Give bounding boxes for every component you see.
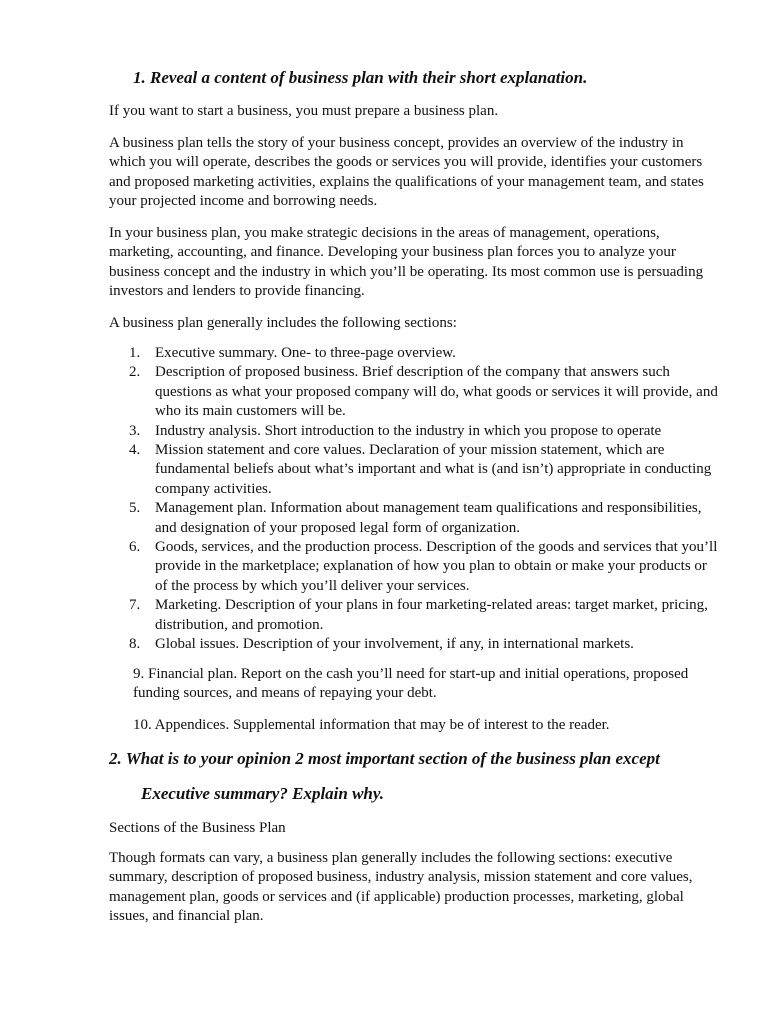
list-item-text: Marketing. Description of your plans in four marketing-related areas: target market, pricing, distribution, and promotion. (155, 597, 708, 633)
list-item-text: Description of proposed business. Brief description of the company that answers such questions as what your proposed company will do, what goods or services it will provide, and who its main customers will be. (155, 364, 718, 420)
list-item-text: Mission statement and core values. Declaration of your mission statement, which are fundamental beliefs about what’s important and what is (and isn’t) appropriate in conducting company activities. (155, 442, 712, 497)
list-item (109, 635, 721, 654)
list-item-number: 1. (129, 345, 141, 361)
question-2-heading: 2. What is to your opinion 2 most important section of the business plan except (109, 749, 660, 768)
sections-title: Sections of the Business Plan (109, 820, 286, 836)
list-item-text: Industry analysis. Short introduction to the industry in which you propose to operate (155, 422, 662, 439)
list-item (109, 441, 721, 499)
question-2-heading-continued: Executive summary? Explain why. (141, 784, 385, 803)
list-item (109, 596, 721, 635)
list-item-number: 5. (129, 500, 141, 517)
list-item (109, 499, 721, 538)
list-item (109, 363, 721, 421)
list-item-number: 3. (129, 422, 141, 439)
intro-paragraph: If you want to start a business, you must prepare a business plan. (109, 103, 499, 119)
financial-plan-item: 9. Financial plan. Report on the cash you’ll need for start-up and initial operations, proposed funding sources, and means of repaying your debt. (133, 666, 689, 702)
list-item (109, 538, 721, 596)
list-item-text: Executive summary. One- to three-page overview. (155, 345, 456, 361)
list-item-text: Management plan. Information about management team qualifications and responsibilities, and designation of your proposed legal form of organization. (155, 500, 702, 536)
list-item-number: 4. (129, 442, 141, 459)
list-item (109, 422, 721, 441)
business-plan-story-paragraph: A business plan tells the story of your business concept, provides an overview of the industry in which you will operate, describes the goods or services you will provide, identifies your customers and proposed marketing activities, explains the qualifications of your management team, and states your projected income and borrowing needs. (109, 135, 704, 210)
question-1-heading: 1. Reveal a content of business plan with their short explanation. (133, 68, 588, 87)
list-item-text: Global issues. Description of your involvement, if any, in international markets. (155, 636, 634, 653)
list-item (109, 344, 721, 363)
appendices-item: 10. Appendices. Supplemental information that may be of interest to the reader. (133, 717, 610, 733)
list-item-number: 6. (129, 539, 141, 556)
sections-summary-paragraph: Though formats can vary, a business plan generally includes the following sections: executive summary, description of proposed business, industry analysis, mission statement and core values, management plan, goods or services and (if applicable) production processes, marketing, global issues, and financial plan. (109, 850, 693, 925)
list-item-number: 7. (129, 597, 141, 614)
sections-list (109, 344, 721, 655)
strategic-decisions-paragraph: In your business plan, you make strategic decisions in the areas of management, operations, marketing, accounting, and finance. Developing your business plan forces you to analyze your business concept and the industry in which you’ll be operating. Its most common use is persuading investors and lenders to provide financing. (109, 225, 704, 300)
sections-intro-paragraph: A business plan generally includes the following sections: (109, 315, 457, 331)
list-item-number: 8. (129, 636, 141, 653)
list-item-text: Goods, services, and the production process. Description of the goods and services that you’ll provide in the marketplace; explanation of how you plan to obtain or make your products or of the process by which you’ll deliver your services. (155, 539, 718, 594)
list-item-number: 2. (129, 364, 141, 381)
